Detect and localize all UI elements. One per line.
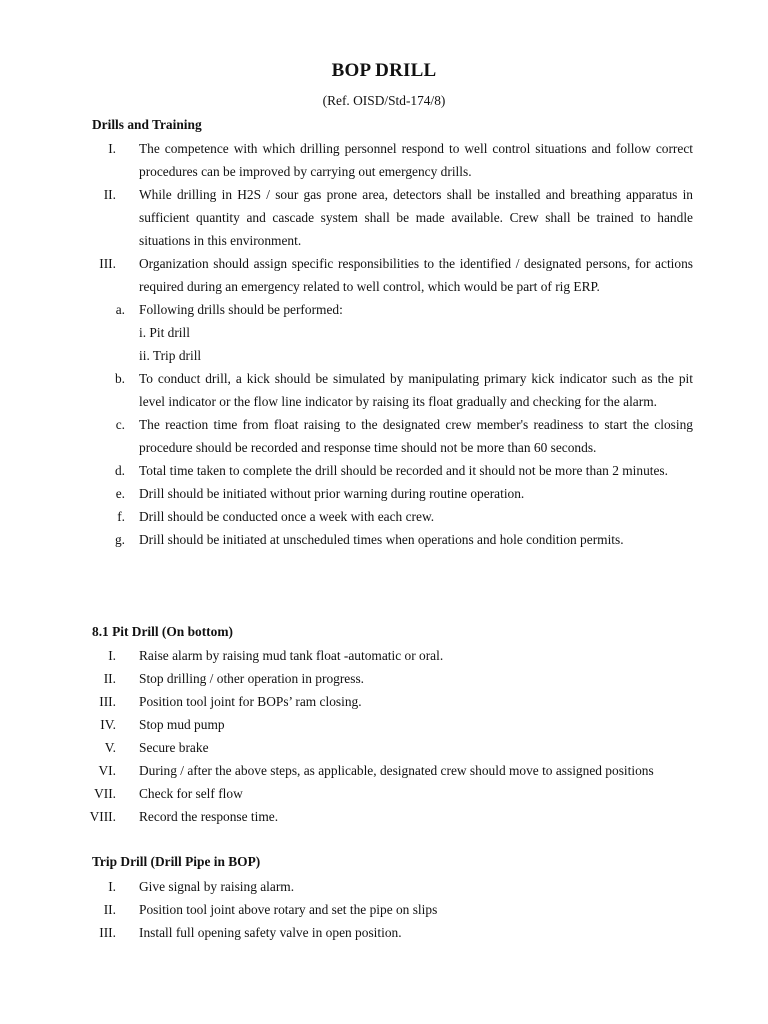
item-text: Stop mud pump bbox=[139, 717, 225, 732]
item-marker: III. bbox=[99, 694, 116, 709]
sub-list-item bbox=[0, 367, 768, 413]
list-item bbox=[0, 183, 768, 252]
item-text: Position tool joint for BOPs’ ram closing. bbox=[139, 694, 362, 709]
item-text: The competence with which drilling personnel respond to well control situations and follow correct procedures can be improved by carrying out emergency drills. bbox=[139, 141, 693, 179]
list-item bbox=[0, 137, 768, 183]
item-text: Drill should be initiated at unscheduled times when operations and hole condition permits. bbox=[139, 532, 624, 547]
list-item bbox=[0, 921, 768, 944]
item-marker: VIII. bbox=[89, 809, 116, 824]
item-marker: d. bbox=[114, 463, 125, 478]
item-marker: f. bbox=[117, 509, 125, 524]
item-marker: II. bbox=[103, 671, 116, 686]
list-item bbox=[0, 782, 768, 805]
sub-list-item bbox=[0, 298, 768, 321]
drill-type-trip: ii. Trip drill bbox=[139, 348, 202, 363]
item-marker: a. bbox=[115, 302, 125, 317]
list-item bbox=[0, 667, 768, 690]
item-marker: IV. bbox=[100, 717, 116, 732]
item-marker: III. bbox=[99, 925, 116, 940]
item-marker: II. bbox=[103, 902, 116, 917]
item-text: Install full opening safety valve in open position. bbox=[139, 925, 402, 940]
drill-type-pit: i. Pit drill bbox=[139, 325, 190, 340]
item-text: To conduct drill, a kick should be simulated by manipulating primary kick indicator such as the pit level indicator or the flow line indicator by raising its float gradually and checking for the alarm. bbox=[139, 371, 693, 409]
item-text: Total time taken to complete the drill should be recorded and it should not be more than 2 minutes. bbox=[139, 463, 668, 478]
list-item bbox=[0, 736, 768, 759]
section-heading-trip-drill: Trip Drill (Drill Pipe in BOP) bbox=[92, 854, 261, 869]
item-marker: II. bbox=[103, 187, 116, 202]
item-text: Stop drilling / other operation in progress. bbox=[139, 671, 365, 686]
list-item bbox=[0, 805, 768, 828]
item-marker: V. bbox=[104, 740, 116, 755]
reference-line: (Ref. OISD/Std-174/8) bbox=[322, 93, 446, 108]
document-title: BOP DRILL bbox=[331, 60, 437, 81]
list-item bbox=[0, 759, 768, 782]
sub-list-item bbox=[0, 482, 768, 505]
item-text: Raise alarm by raising mud tank float -automatic or oral. bbox=[139, 648, 444, 663]
sub-list-item bbox=[0, 505, 768, 528]
item-text: While drilling in H2S / sour gas prone area, detectors shall be installed and breathing apparatus in sufficient quantity and cascade system shall be made available. Crew shall be trained to handle situations in this environment. bbox=[139, 187, 693, 248]
list-item bbox=[0, 875, 768, 898]
item-text: Organization should assign specific responsibilities to the identified / designated persons, for actions required during an emergency related to well control, which would be part of rig ERP. bbox=[139, 256, 693, 294]
item-text: Check for self flow bbox=[139, 786, 243, 801]
item-marker: g. bbox=[114, 532, 125, 547]
list-item bbox=[0, 644, 768, 667]
item-text: During / after the above steps, as applicable, designated crew should move to assigned positions bbox=[139, 763, 654, 778]
item-text: Give signal by raising alarm. bbox=[139, 879, 295, 894]
item-marker: I. bbox=[108, 648, 116, 663]
drills-training-list bbox=[0, 137, 768, 551]
item-text: Secure brake bbox=[139, 740, 209, 755]
item-marker: c. bbox=[115, 417, 125, 432]
item-text: Record the response time. bbox=[139, 809, 279, 824]
section-heading-drills-training: Drills and Training bbox=[92, 117, 202, 132]
item-text: Following drills should be performed: bbox=[139, 302, 343, 317]
item-text: Position tool joint above rotary and set the pipe on slips bbox=[139, 902, 438, 917]
item-text: Drill should be initiated without prior warning during routine operation. bbox=[139, 486, 525, 501]
list-item bbox=[0, 898, 768, 921]
trip-drill-list bbox=[0, 875, 768, 944]
section-heading-pit-drill: 8.1 Pit Drill (On bottom) bbox=[92, 624, 233, 639]
sub-list-item bbox=[0, 528, 768, 551]
item-marker: I. bbox=[108, 141, 116, 156]
item-marker: VII. bbox=[94, 786, 116, 801]
item-marker: b. bbox=[114, 371, 125, 386]
list-item bbox=[0, 252, 768, 298]
sub-list-item bbox=[0, 459, 768, 482]
list-item bbox=[0, 690, 768, 713]
pit-drill-list bbox=[0, 644, 768, 828]
item-text: Drill should be conducted once a week with each crew. bbox=[139, 509, 435, 524]
sub-list-item bbox=[0, 413, 768, 459]
item-text: The reaction time from float raising to the designated crew member's readiness to start the closing procedure should be recorded and response time should not be more than 60 seconds. bbox=[139, 417, 693, 455]
item-marker: I. bbox=[108, 879, 116, 894]
item-marker: III. bbox=[99, 256, 116, 271]
item-marker: e. bbox=[115, 486, 125, 501]
item-marker: VI. bbox=[98, 763, 116, 778]
list-item bbox=[0, 713, 768, 736]
